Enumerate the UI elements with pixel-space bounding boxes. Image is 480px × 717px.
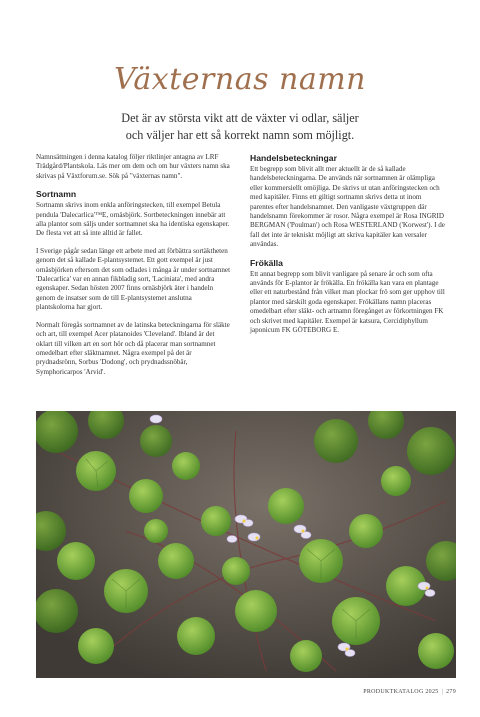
- plant-photo: [36, 411, 456, 678]
- subtitle-line-2: och väljer har ett så korrekt namn som möjligt.: [125, 128, 355, 142]
- left-column: [36, 153, 232, 385]
- page-subtitle: [90, 110, 390, 144]
- sortnamn-paragraph-2: I Sverige pågår sedan länge ett arbete med att förbättra sortäktheten genom det så kallade E-plantsystemet. Ett gott exempel är just ornäsbjörken eftersom det som odlades i många år under sortnamnet 'Dalecarlica' var en annan fikbladig sort, 'Laciniata', med andra egenskaper. Sedan hösten 2007 finns ornäsbjörk äter i handeln genom de insatser som de till E-plantsystemet anslutna plantskolorna har gjort.: [36, 246, 231, 312]
- intro-paragraph: Namnsättningen i denna katalog följer riktlinjer antagna av LRF Trädgård/Plantskola. Läs mer om dem och om hur växters namn ska skrivas på Växtforum.se. Sök på "växternas namn".: [36, 153, 230, 180]
- handelsbeteckningar-heading: Handelsbeteckningar: [250, 153, 337, 163]
- handelsbeteckningar-paragraph: Ett begrepp som blivit allt mer aktuellt är de så kallade handelsbeteckningarna. De används när sortnamnen är olämpliga eller kommersiellt omöjliga. De skrivs ut utan anföringstecken och med kapitäler. Finns ett giltigt sortnamn skrivs detta ut inom parentes efter handelsnamnet. Den vanligaste växtgruppen där handelsnamn förekommer är rosor. Några exempel är Rosa INGRID BERGMAN ('Poulman') och Rosa WESTERLAND ('Korwest'). I de fall det inte är tekniskt möjligt att skriva kapitäler kan versaler användas.: [250, 165, 445, 249]
- sortnamn-heading: Sortnamn: [36, 189, 77, 200]
- ivy-leaved-toadflax-photo: [36, 411, 456, 678]
- catalog-name: PRODUKTKATALOG 2025: [363, 689, 439, 695]
- frokalla-heading: Frökälla: [250, 257, 283, 268]
- subtitle-line-1: Det är av största vikt att de växter vi odlar, säljer: [121, 111, 359, 125]
- page-title: Växternas namn: [114, 62, 366, 97]
- sortnamn-paragraph-1: Sortnamn skrivs inom enkla anföringstecken, till exempel Betula pendula 'Dalecarlica'™E, ornäsbjörk. Sortbeteckningen innebär att alla plantor som säljs under sortnamnet ska ha identiska egenskaper. De flesta vet att så inte alltid är fallet.: [36, 201, 230, 238]
- footer-separator: |: [441, 689, 444, 695]
- frokalla-paragraph: Ett annat begrepp som blivit vanligare på senare år och som ofta används för E-plantor är frökälla. En frökälla kan vara en plantage eller ett naturbestånd från vilket man plockar frö som ger upphov till plantor med särskilt goda egenskaper. Frökällans namn placeras omedelbart efter släkt- och artnamn föregånget av förkortningen FK och skrivet med kapitäler. Exempel är katsura, Cercidiphyllum japonicum FK GÖTEBORG E.: [250, 269, 445, 335]
- page-footer: [363, 689, 456, 695]
- sortnamn-paragraph-3: Normalt föregås sortnamnet av de latinska beteckningarna för släkte och art, till exempel Acer platanoides 'Cleveland'. Ibland är det oklart till vilken art en sort hör och då placerar man sortnamnet omedelbart efter släktnamnet. Några exempel på det är prydnadsrönn, Sorbus 'Dodong', och prydnadssnöbär, Symphoricarpos 'Arvid'.: [36, 320, 230, 376]
- right-column: [250, 153, 446, 344]
- page-number: 279: [446, 689, 456, 695]
